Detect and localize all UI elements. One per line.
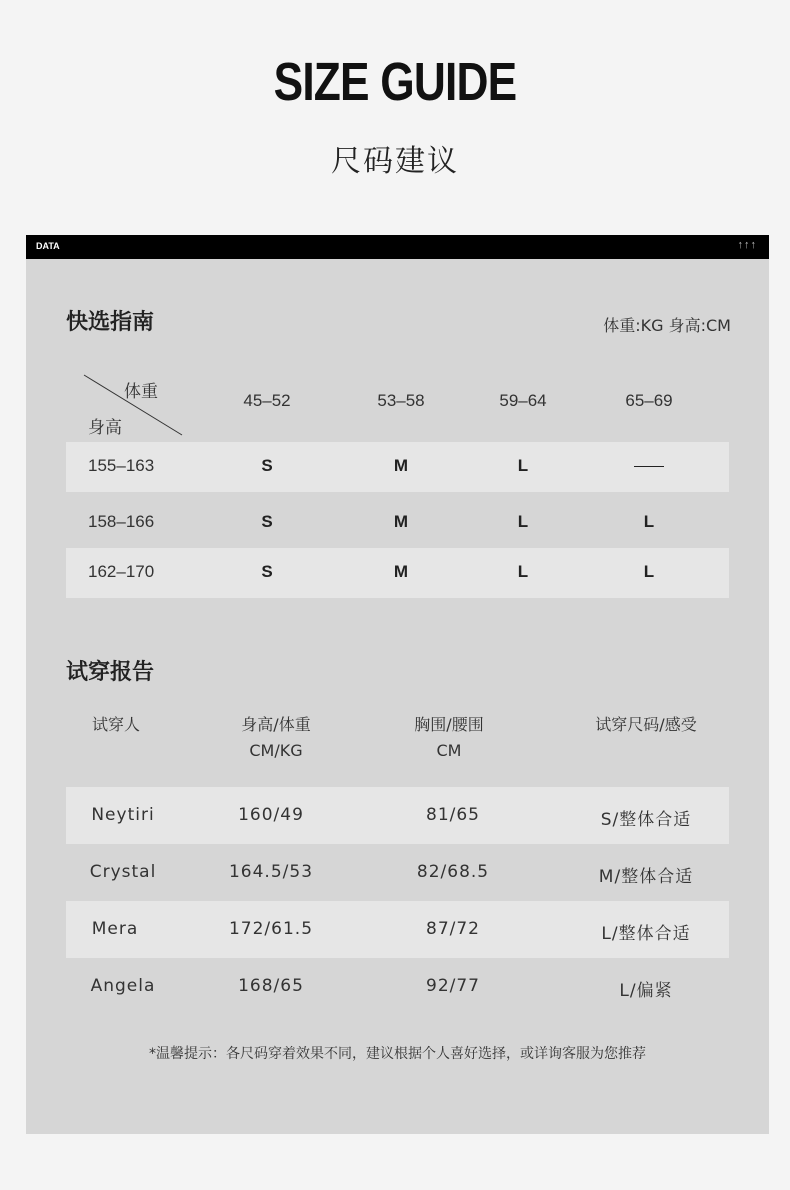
report-header-height-weight (211, 712, 341, 764)
height-weight: 160/49 (238, 805, 304, 825)
header-unit-line: CM/KG (249, 741, 303, 760)
corner-weight-label: 体重 (124, 382, 158, 402)
report-row (66, 958, 729, 1015)
tester-name: Crystal (89, 862, 157, 882)
size-guide-panel (26, 235, 769, 1134)
size-cell: S (261, 512, 273, 531)
chest-waist: 82/68.5 (416, 862, 490, 882)
size-feel: L/整体合适 (601, 924, 691, 944)
height-weight: 172/61.5 (228, 919, 314, 939)
header-line: 试穿人 (91, 715, 140, 734)
fit-report-title: 试穿报告 (66, 660, 155, 685)
chest-waist: 87/72 (426, 919, 480, 939)
height-weight: 168/65 (238, 976, 304, 996)
header-line: 胸围/腰围 (414, 715, 484, 734)
report-header-chest-waist (384, 712, 514, 764)
size-cell: S (261, 562, 273, 581)
chest-waist: 92/77 (426, 976, 480, 996)
header-line: 身高/体重 (241, 715, 311, 734)
report-row (66, 901, 729, 958)
size-cell: M (393, 456, 409, 475)
report-header-tester (66, 712, 166, 738)
quick-guide-row (66, 442, 729, 492)
height-range: 158–166 (88, 512, 155, 531)
report-row (66, 787, 729, 844)
title-cn: 尺码建议 (331, 144, 459, 179)
footnote: *温馨提示：各尺码穿着效果不同，建议根据个人喜好选择，或详询客服为您推荐 (149, 1046, 646, 1062)
weight-column-header: 59–64 (499, 391, 547, 410)
weight-column-header: 65–69 (625, 391, 673, 410)
size-feel: L/偏紧 (619, 981, 673, 1001)
chest-waist: 81/65 (426, 805, 480, 825)
size-cell: M (393, 562, 409, 581)
unit-note: 体重:KG 身高:CM (603, 316, 731, 335)
size-cell-empty (634, 466, 664, 467)
size-cell: L (517, 456, 529, 475)
size-feel: S/整体合适 (600, 810, 692, 830)
height-range: 155–163 (88, 456, 155, 475)
tester-name: Neytiri (91, 805, 155, 825)
size-cell: L (643, 512, 655, 531)
data-bar-label: DATA (36, 241, 60, 251)
size-cell: L (643, 562, 655, 581)
header-unit-line: CM (436, 741, 462, 760)
weight-column-header: 53–58 (377, 391, 425, 410)
up-arrows-icon: ↑↑↑ (737, 239, 757, 251)
height-weight: 164.5/53 (228, 862, 314, 882)
size-cell: L (517, 562, 529, 581)
quick-guide-row (66, 498, 729, 548)
report-header-size-feel (571, 712, 721, 738)
tester-name: Angela (90, 976, 156, 996)
table-corner-header (66, 371, 226, 441)
size-cell: L (517, 512, 529, 531)
data-bar (26, 235, 769, 259)
corner-height-label: 身高 (88, 418, 122, 438)
title-en: SIZE GUIDE (273, 52, 517, 112)
weight-column-header: 45–52 (243, 391, 291, 410)
header-line: 试穿尺码/感受 (595, 715, 697, 734)
quick-guide-title: 快选指南 (66, 310, 155, 335)
size-feel: M/整体合适 (598, 867, 694, 887)
quick-guide-row (66, 548, 729, 598)
tester-name: Mera (91, 919, 139, 939)
report-row (66, 844, 729, 901)
height-range: 162–170 (88, 562, 155, 581)
size-cell: S (261, 456, 273, 475)
size-cell: M (393, 512, 409, 531)
